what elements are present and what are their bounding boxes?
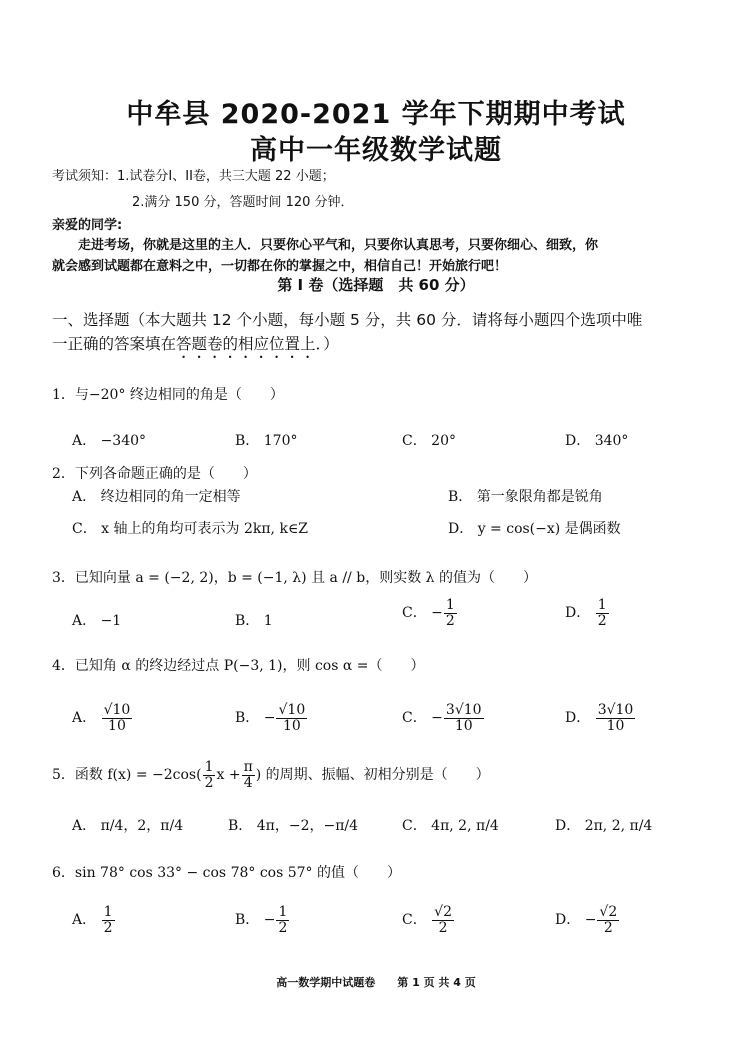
instructions-line2: 一正确的答案填在答题卷的相应位置上．）: [52, 335, 339, 353]
q2-option-b: B． 第一象限角都是锐角: [448, 489, 603, 505]
q6-option-c: C． $\frac{√2}{2}$: [402, 904, 452, 936]
fraction: $\frac{1}{2}$: [204, 759, 214, 791]
greeting-line2: 就会感到试题都在意料之中，一切都在你的掌握之中，相信自己！开始旅行吧！: [52, 259, 508, 274]
fraction: $\frac{1}{2}$: [445, 597, 455, 629]
q4-option-a: A． $\frac{√10}{10}$: [72, 702, 131, 734]
fraction: $\frac{1}{2}$: [597, 597, 607, 629]
q5-option-b: B． 4π，−2，−π/4: [228, 818, 359, 834]
q5-option-d: D． 2π, 2, π/4: [555, 818, 653, 834]
q4-option-b: B． − $\frac{√10}{10}$: [235, 702, 306, 734]
q1-option-a: A． −340°: [72, 433, 147, 449]
question-3: 3．已知向量 a = (−2, 2)，b = (−1, λ) 且 a // b，则实数 λ 的值为（ ）: [52, 570, 537, 586]
emphasized-text: 答题卷的相应位置上．: [176, 335, 324, 353]
question-1: 1．与−20° 终边相同的角是（ ）: [52, 387, 284, 403]
fraction: $\frac{√10}{10}$: [103, 702, 131, 734]
q3-option-c: C． − $\frac{1}{2}$: [402, 597, 455, 629]
q3-option-a: A． −1: [72, 613, 122, 629]
fraction: $\frac{√10}{10}$: [278, 702, 306, 734]
fraction: $\frac{√2}{2}$: [434, 904, 452, 936]
section-title: 第 I 卷（选择题 共 60 分）: [277, 276, 475, 294]
q4-option-d: D． $\frac{3√10}{10}$: [565, 702, 634, 734]
question-5: 5．函数 f(x) = −2cos( $\frac{1}{2}$ x + $\frac{\pi}{4}$ ) 的周期、振幅、初相分别是（ ）: [52, 759, 490, 791]
q2-option-a: A． 终边相同的角一定相等: [72, 489, 241, 505]
fraction: $\frac{3√10}{10}$: [445, 702, 482, 734]
exam-notice-line1: 考试须知：1.试卷分I、II卷，共三大题 22 小题；: [52, 169, 335, 184]
q5-option-c: C． 4π, 2, π/4: [402, 818, 499, 834]
q1-option-d: D． 340°: [565, 433, 629, 449]
q1-option-b: B． 170°: [235, 433, 298, 449]
q1-option-c: C． 20°: [402, 433, 456, 449]
fraction: $\frac{1}{2}$: [278, 904, 288, 936]
fraction: $\frac{√2}{2}$: [599, 904, 618, 936]
q6-option-d: D． − $\frac{√2}{2}$: [555, 904, 618, 936]
q6-option-a: A． $\frac{1}{2}$: [72, 904, 113, 936]
page-footer: 高一数学期中试题卷 第 1 页 共 4 页: [276, 976, 476, 989]
question-6: 6．sin 78° cos 33° − cos 78° cos 57° 的值（ ）: [52, 865, 402, 881]
q4-option-c: C． − $\frac{3√10}{10}$: [402, 702, 482, 734]
fraction: $\frac{3√10}{10}$: [597, 702, 634, 734]
fraction: $\frac{1}{2}$: [103, 904, 113, 936]
q5-option-a: A． π/4，2，π/4: [72, 818, 184, 834]
greeting-salutation: 亲爱的同学:: [52, 218, 123, 233]
exam-subtitle: 高中一年级数学试题: [250, 135, 502, 166]
q6-option-b: B． − $\frac{1}{2}$: [235, 904, 288, 936]
q3-option-d: D． $\frac{1}{2}$: [565, 597, 607, 629]
question-4: 4．已知角 α 的终边经过点 P(−3, 1)，则 cos α =（ ）: [52, 658, 425, 674]
question-2: 2．下列各命题正确的是（ ）: [52, 466, 257, 482]
greeting-line1: 走进考场，你就是这里的主人．只要你心平气和，只要你认真思考，只要你细心、细致，你: [78, 238, 599, 253]
instructions-line1: 一、选择题（本大题共 12 个小题，每小题 5 分，共 60 分．请将每小题四个选项中唯: [52, 311, 643, 329]
exam-notice-line2: 2.满分 150 分，答题时间 120 分钟．: [132, 195, 354, 210]
fraction: $\frac{\pi}{4}$: [243, 759, 253, 791]
exam-title: 中牟县 2020-2021 学年下期期中考试: [126, 99, 626, 130]
q2-option-d: D． y = cos(−x) 是偶函数: [448, 521, 621, 537]
q3-option-b: B． 1: [235, 613, 273, 629]
q2-option-c: C． x 轴上的角均可表示为 2kπ, k∈Z: [72, 521, 309, 537]
